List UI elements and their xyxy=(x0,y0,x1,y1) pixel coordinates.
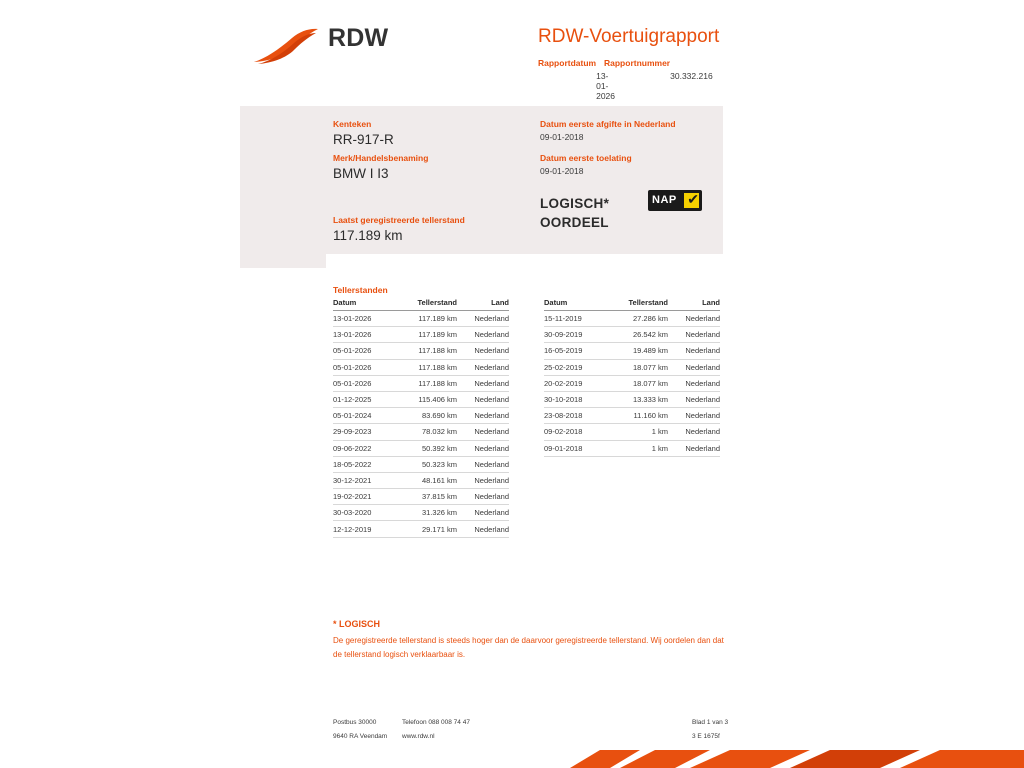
cell-land: Nederland xyxy=(668,311,720,327)
cell-datum: 30-09-2019 xyxy=(544,327,606,343)
table-row xyxy=(333,440,509,456)
table-header-row xyxy=(333,298,509,311)
table-row xyxy=(544,311,720,327)
cell-land: Nederland xyxy=(668,440,720,456)
cell-datum: 30-10-2018 xyxy=(544,391,606,407)
cell-tellerstand: 37.815 km xyxy=(395,489,457,505)
cell-tellerstand: 50.392 km xyxy=(395,440,457,456)
cell-land: Nederland xyxy=(457,521,509,537)
cell-tellerstand: 115.406 km xyxy=(395,391,457,407)
cell-land: Nederland xyxy=(457,327,509,343)
cell-land: Nederland xyxy=(457,391,509,407)
cell-land: Nederland xyxy=(457,311,509,327)
footer-blad: Blad 1 van 3 xyxy=(692,719,729,726)
nap-badge xyxy=(648,190,702,211)
cell-datum: 01-12-2025 xyxy=(333,391,395,407)
table-row xyxy=(544,343,720,359)
tellerstanden-table-left xyxy=(333,298,509,538)
cell-datum: 13-01-2026 xyxy=(333,311,395,327)
footer-postbus: Postbus 30000 xyxy=(333,719,377,726)
cell-datum: 13-01-2026 xyxy=(333,327,395,343)
cell-datum: 30-03-2020 xyxy=(333,505,395,521)
table-row xyxy=(333,424,509,440)
toelating-value: 09-01-2018 xyxy=(540,166,584,176)
cell-land: Nederland xyxy=(457,424,509,440)
cell-datum: 25-02-2019 xyxy=(544,359,606,375)
cell-tellerstand: 117.189 km xyxy=(395,327,457,343)
cell-land: Nederland xyxy=(457,343,509,359)
cell-datum: 18-05-2022 xyxy=(333,456,395,472)
cell-land: Nederland xyxy=(668,359,720,375)
panel-notch xyxy=(240,254,326,268)
cell-land: Nederland xyxy=(668,408,720,424)
column-header-land: Land xyxy=(668,298,720,311)
nap-badge-text: NAP xyxy=(652,194,677,206)
table-row xyxy=(333,375,509,391)
cell-land: Nederland xyxy=(457,505,509,521)
table-row xyxy=(333,359,509,375)
cell-tellerstand: 117.188 km xyxy=(395,359,457,375)
table-row xyxy=(544,391,720,407)
tellerstand-label: Laatst geregistreerde tellerstand xyxy=(333,215,465,225)
cell-datum: 09-01-2018 xyxy=(544,440,606,456)
cell-tellerstand: 48.161 km xyxy=(395,472,457,488)
cell-land: Nederland xyxy=(457,440,509,456)
cell-tellerstand: 1 km xyxy=(606,440,668,456)
cell-land: Nederland xyxy=(457,408,509,424)
cell-tellerstand: 78.032 km xyxy=(395,424,457,440)
vehicle-info-panel xyxy=(240,106,723,254)
footer-decorative-graphic xyxy=(560,750,1024,768)
cell-land: Nederland xyxy=(668,327,720,343)
rdw-feather-logo-icon xyxy=(252,28,320,66)
column-header-datum: Datum xyxy=(544,298,606,311)
cell-tellerstand: 1 km xyxy=(606,424,668,440)
cell-datum: 09-06-2022 xyxy=(333,440,395,456)
cell-tellerstand: 29.171 km xyxy=(395,521,457,537)
cell-land: Nederland xyxy=(668,424,720,440)
cell-datum: 12-12-2019 xyxy=(333,521,395,537)
cell-datum: 19-02-2021 xyxy=(333,489,395,505)
table-row xyxy=(544,375,720,391)
cell-land: Nederland xyxy=(668,375,720,391)
cell-land: Nederland xyxy=(457,489,509,505)
cell-datum: 05-01-2026 xyxy=(333,343,395,359)
table-row xyxy=(333,505,509,521)
cell-land: Nederland xyxy=(457,375,509,391)
footer-code: 3 E 1675f xyxy=(692,733,720,740)
rapportnummer-label: Rapportnummer xyxy=(604,58,671,68)
rapportnummer-value: 30.332.216 xyxy=(670,71,713,81)
table-row xyxy=(333,311,509,327)
cell-datum: 20-02-2019 xyxy=(544,375,606,391)
document-header xyxy=(0,0,1024,100)
tellerstand-value: 117.189 km xyxy=(333,228,403,243)
afgifte-value: 09-01-2018 xyxy=(540,132,584,142)
cell-tellerstand: 83.690 km xyxy=(395,408,457,424)
rapportdatum-label: Rapportdatum xyxy=(538,58,597,68)
column-header-tellerstand: Tellerstand xyxy=(395,298,457,311)
toelating-label: Datum eerste toelating xyxy=(540,153,632,163)
table-row xyxy=(333,408,509,424)
table-row xyxy=(333,456,509,472)
merk-value: BMW I I3 xyxy=(333,166,389,181)
tellerstanden-table-right xyxy=(544,298,720,457)
table-row xyxy=(544,424,720,440)
oordeel-label: OORDEEL xyxy=(540,215,609,230)
table-row xyxy=(544,359,720,375)
table-row xyxy=(333,489,509,505)
logisch-heading: * LOGISCH xyxy=(333,619,381,629)
cell-tellerstand: 117.188 km xyxy=(395,343,457,359)
cell-datum: 16-05-2019 xyxy=(544,343,606,359)
cell-datum: 15-11-2019 xyxy=(544,311,606,327)
rdw-wordmark: RDW xyxy=(328,24,389,52)
cell-tellerstand: 117.188 km xyxy=(395,375,457,391)
logisch-body: De geregistreerde tellerstand is steeds hoger dan de daarvoor geregistreerde tellerstand. Wij oordelen dan dat de tellerstand logisch verklaarbaar is. xyxy=(333,636,724,659)
cell-tellerstand: 31.326 km xyxy=(395,505,457,521)
table-header-row xyxy=(544,298,720,311)
cell-tellerstand: 50.323 km xyxy=(395,456,457,472)
footer-website[interactable]: www.rdw.nl xyxy=(402,733,435,740)
cell-land: Nederland xyxy=(457,472,509,488)
cell-datum: 29-09-2023 xyxy=(333,424,395,440)
oordeel-verdict: LOGISCH* xyxy=(540,196,610,211)
table-row xyxy=(333,472,509,488)
table-row xyxy=(333,343,509,359)
cell-tellerstand: 11.160 km xyxy=(606,408,668,424)
cell-datum: 05-01-2026 xyxy=(333,359,395,375)
cell-land: Nederland xyxy=(457,456,509,472)
column-header-datum: Datum xyxy=(333,298,395,311)
cell-datum: 23-08-2018 xyxy=(544,408,606,424)
table-row xyxy=(333,391,509,407)
cell-tellerstand: 27.286 km xyxy=(606,311,668,327)
cell-land: Nederland xyxy=(457,359,509,375)
table-row xyxy=(544,327,720,343)
nap-check-icon: ✔ xyxy=(687,191,699,207)
table-row xyxy=(333,521,509,537)
cell-tellerstand: 19.489 km xyxy=(606,343,668,359)
cell-datum: 05-01-2026 xyxy=(333,375,395,391)
cell-land: Nederland xyxy=(668,343,720,359)
afgifte-label: Datum eerste afgifte in Nederland xyxy=(540,119,676,129)
cell-tellerstand: 117.189 km xyxy=(395,311,457,327)
kenteken-value: RR-917-R xyxy=(333,132,394,147)
table-row xyxy=(544,408,720,424)
kenteken-label: Kenteken xyxy=(333,119,372,129)
report-title: RDW-Voertuigrapport xyxy=(538,26,720,47)
cell-datum: 30-12-2021 xyxy=(333,472,395,488)
cell-tellerstand: 18.077 km xyxy=(606,359,668,375)
cell-tellerstand: 26.542 km xyxy=(606,327,668,343)
cell-tellerstand: 18.077 km xyxy=(606,375,668,391)
cell-datum: 09-02-2018 xyxy=(544,424,606,440)
table-row xyxy=(544,440,720,456)
tellerstanden-title: Tellerstanden xyxy=(333,285,388,295)
cell-land: Nederland xyxy=(668,391,720,407)
merk-label: Merk/Handelsbenaming xyxy=(333,153,429,163)
cell-tellerstand: 13.333 km xyxy=(606,391,668,407)
cell-datum: 05-01-2024 xyxy=(333,408,395,424)
table-row xyxy=(333,327,509,343)
footer-plaats: 9640 RA Veendam xyxy=(333,733,388,740)
footer-telefoon: Telefoon 088 008 74 47 xyxy=(402,719,470,726)
rapportdatum-value: 13-01-2026 xyxy=(596,71,616,101)
column-header-land: Land xyxy=(457,298,509,311)
column-header-tellerstand: Tellerstand xyxy=(606,298,668,311)
